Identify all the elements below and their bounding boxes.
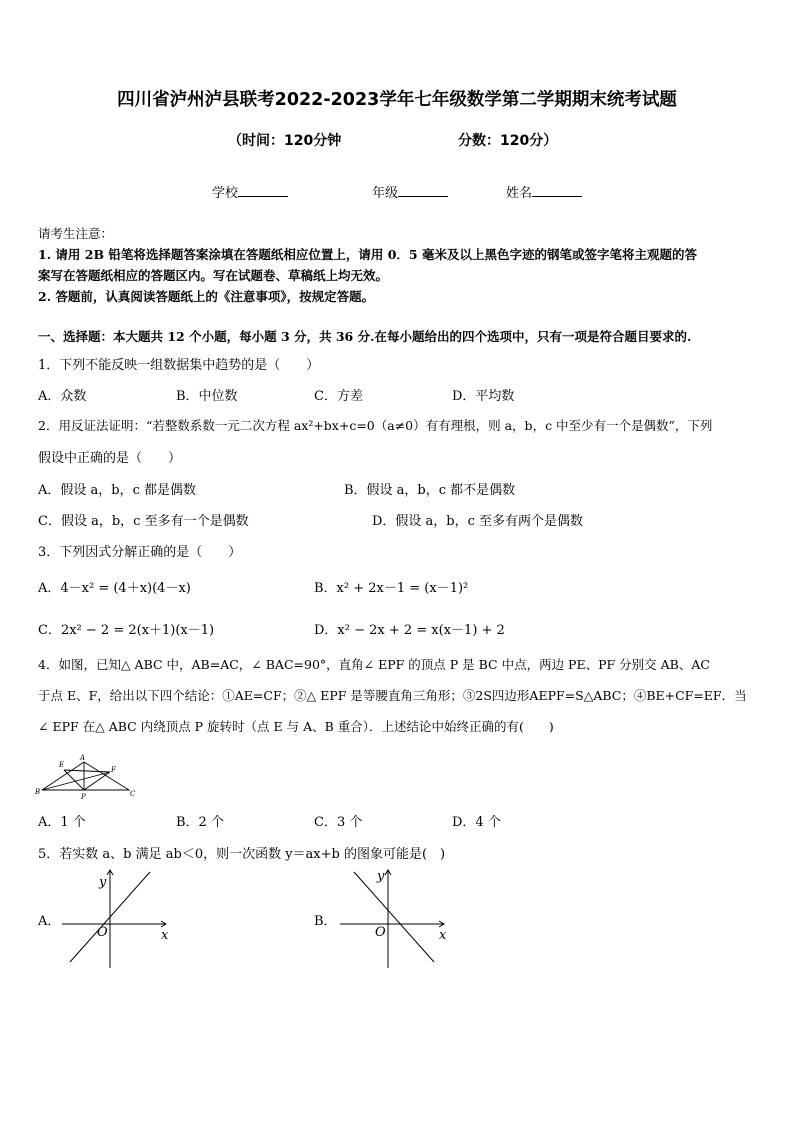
label-C: C [130,790,136,798]
q1-option-d[interactable]: D．平均数 [452,389,515,404]
q1-option-a[interactable]: A．众数 [38,389,87,404]
q4-option-d[interactable]: D．4 个 [452,815,501,830]
graph-a-origin: O [97,925,108,940]
section-heading: 一、选择题：本大题共 12 个小题，每小题 3 分，共 36 分.在每小题给出的四个选项中，只有一项是符合题目要求的. [38,329,692,344]
grade-label: 年级 [372,186,399,201]
name-label: 姓名 [506,186,533,201]
q2-option-c[interactable]: C．假设 a，b，c 至多有一个是偶数 [38,514,249,529]
graph-b-x-label: x [439,928,447,943]
graph-b-origin: O [375,925,386,940]
q1-option-c[interactable]: C．方差 [314,389,363,404]
label-E: E [59,761,65,769]
label-P: P [81,793,86,801]
q5-graph-a [58,864,178,970]
q1-stem: 1．下列不能反映一组数据集中趋势的是（ ） [38,358,320,373]
name-blank[interactable] [532,184,582,197]
q1-option-b[interactable]: B．中位数 [176,389,238,404]
q3-option-a[interactable]: A．4－x² = (4＋x)(4－x) [38,581,191,596]
q2-stem-line-1: 2．用反证法证明：“若整数系数一元二次方程 ax²+bx+c=0（a≠0）有有理根，则 a，b，c 中至少有一个是偶数”，下列 [38,418,713,433]
q3-option-b[interactable]: B．x² + 2x－1 = (x－1)² [314,581,469,596]
page-title: 四川省泸州泸县联考2022-2023学年七年级数学第二学期期末统考试题 [117,90,677,110]
q2-option-a[interactable]: A．假设 a，b，c 都是偶数 [38,483,197,498]
q2-stem-line-2: 假设中正确的是（ ） [38,451,182,466]
notice-line-3: 2. 答题前，认真阅读答题纸上的《注意事项》，按规定答题。 [38,289,375,304]
notice-line-1: 1. 请用 2B 铅笔将选择题答案涂填在答题纸相应位置上，请用 0．5 毫米及以上黑色字迹的钢笔或签字笔将主观题的答 [38,247,697,262]
grade-field [372,182,448,201]
q4-option-c[interactable]: C．3 个 [314,815,363,830]
graph-a-y-label: y [99,875,107,890]
notice-line-2: 案写在答题纸相应的答题区内。写在试题卷、草稿纸上均无效。 [38,268,389,283]
q3-stem: 3．下列因式分解正确的是（ ） [38,545,242,560]
label-A: A [80,754,86,762]
label-B: B [35,788,41,796]
grade-blank[interactable] [398,184,448,197]
q5-stem: 5．若实数 a、b 满足 ab＜0，则一次函数 y＝ax+b 的图象可能是( ) [38,847,446,862]
school-label: 学校 [212,186,239,201]
label-F: F [111,766,116,774]
q4-stem-line-1: 4．如图，已知△ ABC 中，AB=AC，∠ BAC=90°，直角∠ EPF 的顶点 P 是 BC 中点，两边 PE、PF 分别交 AB、AC [38,657,710,672]
school-field [212,182,288,201]
notice-heading: 请考生注意： [38,226,114,241]
exam-time: （时间：120分钟 [228,133,342,149]
q3-option-d[interactable]: D．x² − 2x + 2 = x(x－1) + 2 [314,623,505,638]
q4-option-a[interactable]: A．1 个 [38,815,86,830]
graph-a-x-label: x [161,928,169,943]
q4-triangle-figure [34,752,138,802]
q2-option-b[interactable]: B．假设 a，b，c 都不是偶数 [344,483,516,498]
school-blank[interactable] [238,184,288,197]
q5-option-b[interactable]: B． [314,914,337,929]
name-field [506,182,582,201]
graph-b-y-label: y [377,869,385,884]
q4-stem-line-3: ∠ EPF 在△ ABC 内绕顶点 P 旋转时（点 E 与 A、B 重合）．上述结论中始终正确的有( ) [38,719,554,734]
q4-option-b[interactable]: B．2 个 [176,815,224,830]
q5-option-a[interactable]: A． [38,914,61,929]
q5-graph-b [336,864,456,970]
q4-stem-line-2: 于点 E、F，给出以下四个结论：①AE=CF；②△ EPF 是等腰直角三角形；③2S四边形AEPF=S△ABC；④BE+CF=EF．当 [38,688,747,703]
q2-option-d[interactable]: D．假设 a，b，c 至多有两个是偶数 [372,514,584,529]
exam-score: 分数：120分） [458,133,558,149]
q3-option-c[interactable]: C．2x² − 2 = 2(x＋1)(x－1) [38,623,215,638]
